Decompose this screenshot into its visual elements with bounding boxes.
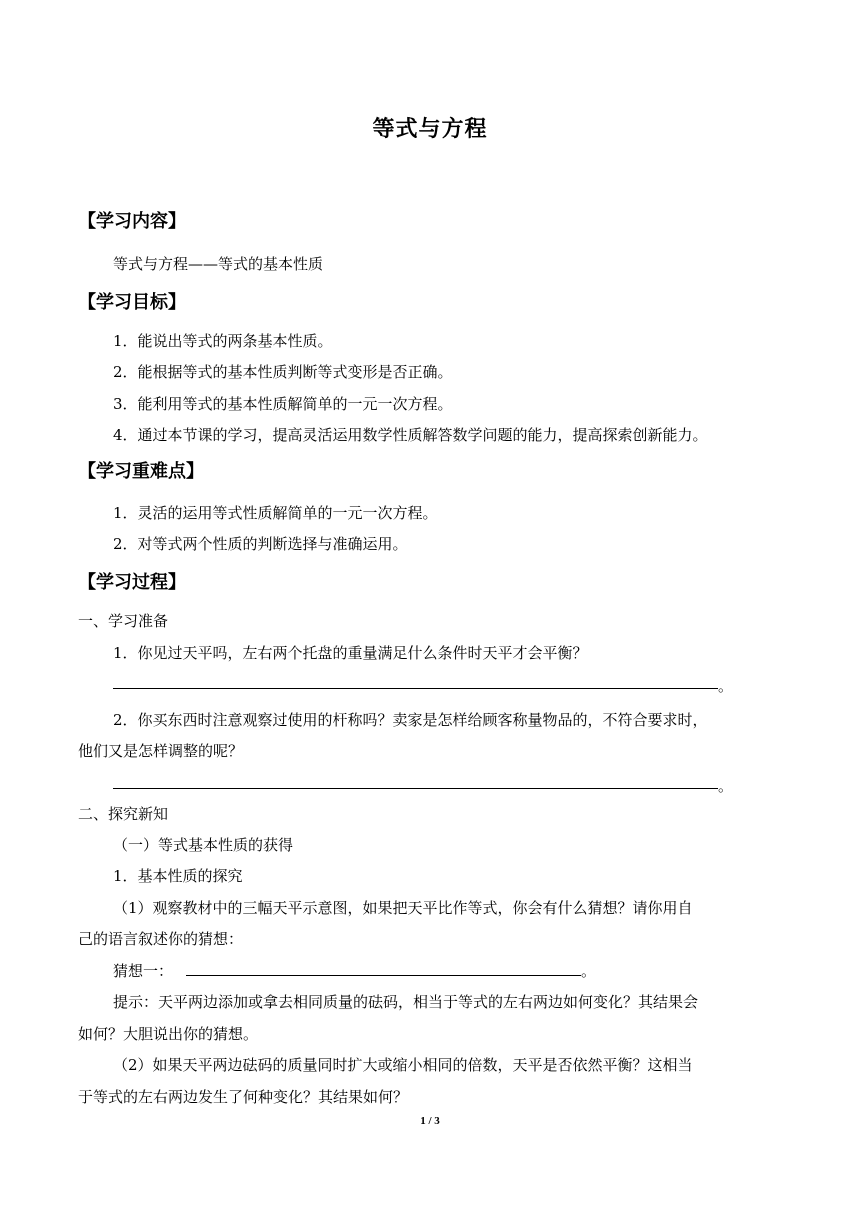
prep-question-2: 2．你买东西时注意观察过使用的杆称吗？卖家是怎样给顾客称量物品的，不符合要求时，	[113, 711, 708, 729]
goal-item: 4．通过本节课的学习，提高灵活运用数学性质解答数学问题的能力，提高探索创新能力。	[113, 426, 708, 444]
question-2-text-cont: 于等式的左右两边发生了何种变化？其结果如何？	[78, 1088, 409, 1106]
prep-question-2-cont: 他们又是怎样调整的呢？	[78, 742, 244, 760]
hint-text-cont: 如何？大胆说出你的猜想。	[78, 1025, 259, 1043]
answer-blank	[113, 688, 718, 689]
page-title: 等式与方程	[372, 117, 488, 142]
explore-title: 二、探究新知	[78, 805, 169, 823]
goal-item: 1．能说出等式的两条基本性质。	[113, 332, 333, 350]
prep-title: 一、学习准备	[78, 612, 169, 630]
blank-period: 。	[718, 777, 734, 795]
heading-key-points: 【学习重难点】	[78, 461, 204, 482]
answer-blank	[113, 788, 718, 789]
explore-item: 1．基本性质的探究	[113, 867, 243, 885]
heading-goals: 【学习目标】	[78, 292, 186, 313]
blank-period: 。	[718, 677, 734, 695]
key-point-item: 2．对等式两个性质的判断选择与准确运用。	[113, 535, 408, 553]
content-text: 等式与方程——等式的基本性质	[113, 255, 324, 273]
key-point-item: 1．灵活的运用等式性质解简单的一元一次方程。	[113, 504, 438, 522]
hint-text: 提示：天平两边添加或拿去相同质量的砝码，相当于等式的左右两边如何变化？其结果会	[113, 993, 699, 1011]
heading-process: 【学习过程】	[78, 572, 186, 593]
guess-label: 猜想一：	[113, 962, 174, 980]
observe-text: （1）观察教材中的三幅天平示意图，如果把天平比作等式，你会有什么猜想？请你用自	[113, 899, 693, 917]
observe-text-cont: 己的语言叙述你的猜想：	[78, 930, 244, 948]
heading-content: 【学习内容】	[78, 211, 186, 232]
goal-item: 3．能利用等式的基本性质解简单的一元一次方程。	[113, 395, 453, 413]
blank-period: 。	[581, 962, 597, 980]
guess-blank	[186, 975, 581, 976]
page-number: 1 / 3	[420, 1115, 440, 1127]
goal-item: 2．能根据等式的基本性质判断等式变形是否正确。	[113, 363, 453, 381]
explore-subtitle: （一）等式基本性质的获得	[113, 836, 294, 854]
prep-question-1: 1．你见过天平吗，左右两个托盘的重量满足什么条件时天平才会平衡？	[113, 644, 588, 662]
question-2-text: （2）如果天平两边砝码的质量同时扩大或缩小相同的倍数，天平是否依然平衡？这相当	[113, 1056, 693, 1074]
